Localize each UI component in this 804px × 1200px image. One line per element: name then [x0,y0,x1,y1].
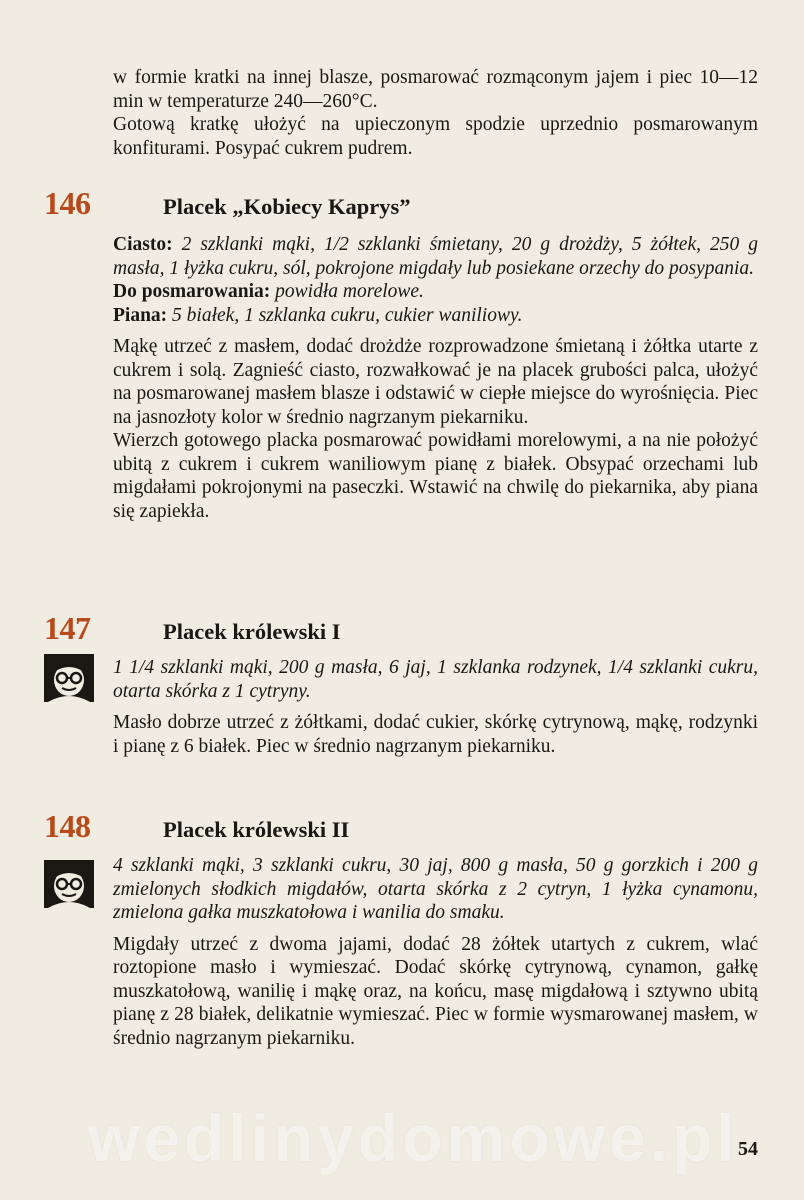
ingredients-label: Ciasto: [113,234,173,255]
chef-face-icon [44,860,94,908]
ingredients-foam: Piana: 5 białek, 1 szklanka cukru, cukier waniliowy. [113,304,523,326]
method-paragraph: Migdały utrzeć z dwoma jajami, dodać 28 żółtek utartych z cukrem, wlać roztopione masło i wymieszać. Dodać skórkę cytrynową, cynamon, gałkę muszkatołową, wanilię i mąkę oraz, na końcu, masę migdałową i sztywno ubitą pianę z 28 białek, delikatnie wymieszać. Piec w formie wysmarowanej masłem, w średnio nagrzanym piekarniku. [113,933,758,1049]
recipe-title: Placek „Kobiecy Kaprys” [163,194,411,219]
chef-face-icon [44,654,94,702]
ingredients-label: Do posmarowania: [113,281,271,302]
recipe-title: Placek królewski I [163,619,341,644]
method-paragraph: Mąkę utrzeć z masłem, dodać drożdże rozprowadzone śmietaną i żółtka utarte z cukrem i solą. Zagnieść ciasto, rozwałkować je na placek grubości palca, ułożyć na posmarowanej masłem blasze i odstawić w ciepłe miejsce do wyrośnięcia. Piec na jasnozłoty kolor w średnio nagrzanym piekarniku. [113,336,758,428]
recipe-146-body [113,233,758,523]
watermark: wedlinydomowe.pl [88,1101,739,1175]
ingredients-dough: Ciasto: 2 szklanki mąki, 1/2 szklanki śmietany, 20 g drożdży, 5 żółtek, 250 g masła, 1 łyżka cukru, sól, pokrojone migdały lub posiekane orzechy do posypania. [113,234,758,279]
page-number: 54 [738,1138,758,1160]
recipe-147-body [113,656,758,758]
ingredients: 1 1/4 szklanki mąki, 200 g masła, 6 jaj, 1 szklanka rodzynek, 1/4 szklanki cukru, otarta skórka z 1 cytryny. [113,657,758,702]
ingredients: 4 szklanki mąki, 3 szklanki cukru, 30 jaj, 800 g masła, 50 g gorzkich i 200 g zmielonych słodkich migdałów, otarta skórka z 2 cytryn, 1 łyżka cynamonu, zmielona gałka muszkatołowa i wanilia do smaku. [113,855,758,923]
ingredients-label: Piana: [113,304,168,326]
intro-paragraph: w formie kratki na innej blasze, posmarować rozmąconym jajem i piec 10—12 min w temperaturze 240—260°C. [113,67,758,112]
recipe-title: Placek królewski II [163,817,350,842]
method-paragraph: Masło dobrze utrzeć z żółtkami, dodać cukier, skórkę cytrynową, mąkę, rodzynki i pianę z 6 białek. Piec w średnio nagrzanym piekarniku. [113,712,758,757]
recipe-148-body [113,854,758,1050]
method-paragraph: Wierzch gotowego placka posmarować powidłami morelowymi, a na nie położyć ubitą z cukrem i cukrem waniliowym pianę z białek. Obsypać orzechami lub migdałami pokrojonymi na paseczki. Wstawić na chwilę do piekarnika, aby piana się zapiekła. [113,430,758,522]
recipe-number: 148 [44,808,91,844]
recipe-number: 146 [44,185,91,221]
ingredients-spread: Do posmarowania: powidła morelowe. [113,281,424,302]
intro-continuation [113,66,758,160]
intro-paragraph: Gotową kratkę ułożyć na upieczonym spodzie uprzednio posmarowanym konfiturami. Posypać cukrem pudrem. [113,114,758,159]
recipe-number: 147 [44,610,91,646]
